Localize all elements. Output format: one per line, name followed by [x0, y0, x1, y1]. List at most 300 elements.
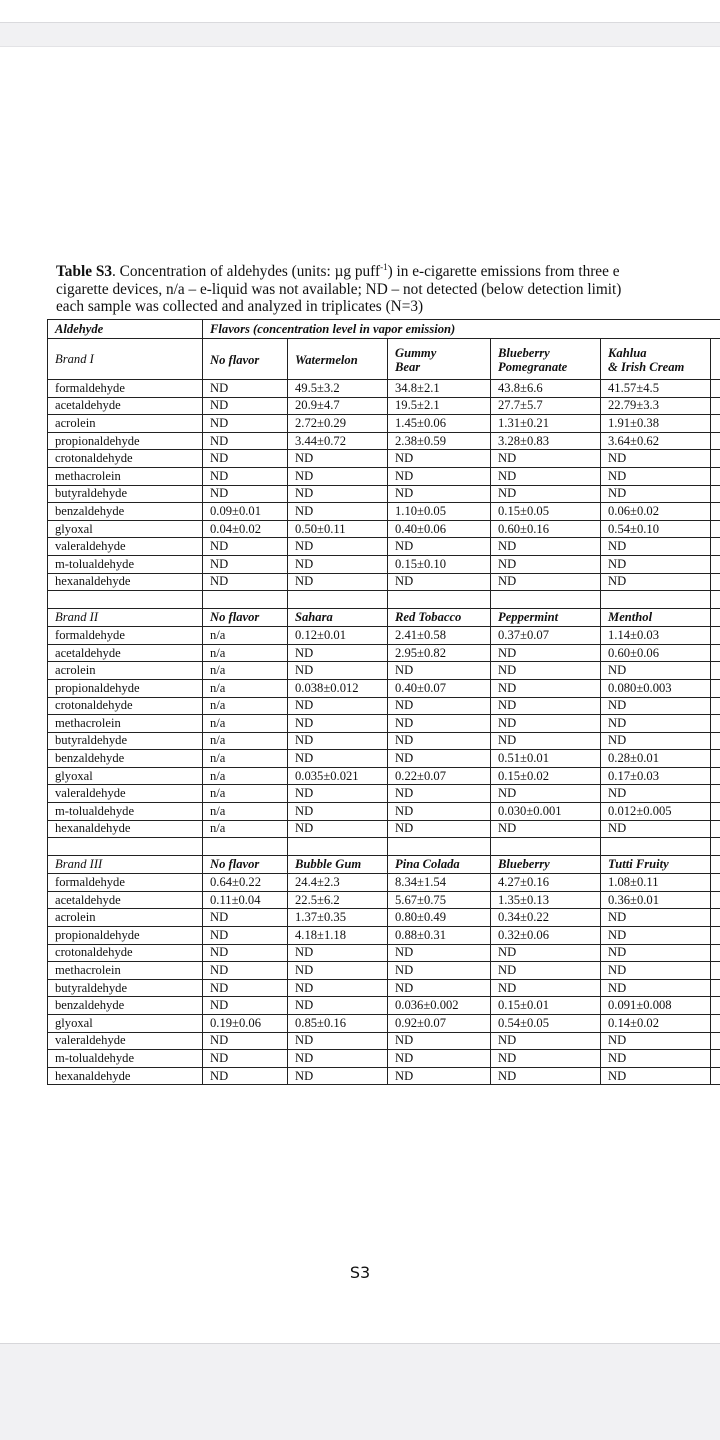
concentration-cell: ND — [288, 979, 388, 997]
concentration-cell: ND — [388, 750, 491, 768]
concentration-cell: 8.34±1.54 — [388, 874, 491, 892]
concentration-cell: ND — [288, 538, 388, 556]
table-row — [48, 891, 720, 909]
concentration-cell: 0.36±0.01 — [601, 891, 711, 909]
caption-superscript: -1 — [380, 262, 388, 272]
concentration-cell: 20.9±4.7 — [288, 397, 388, 415]
concentration-cell: 22.5±6.2 — [288, 891, 388, 909]
concentration-cell: 0.15±0.05 — [491, 503, 601, 521]
table-row — [48, 415, 720, 433]
concentration-cell: ND — [601, 944, 711, 962]
concentration-cell: ND — [203, 979, 288, 997]
spacer-cell — [491, 591, 601, 609]
table-row — [48, 467, 720, 485]
aldehyde-name: acetaldehyde — [48, 397, 203, 415]
concentration-cell: ND — [601, 909, 711, 927]
edge-cell — [711, 891, 720, 909]
table-row — [48, 627, 720, 645]
edge-cell — [711, 1050, 720, 1068]
concentration-cell: 0.035±0.021 — [288, 767, 388, 785]
concentration-cell: ND — [288, 997, 388, 1015]
edge-cell — [711, 715, 720, 733]
concentration-cell: 19.5±2.1 — [388, 397, 491, 415]
aldehyde-name: crotonaldehyde — [48, 944, 203, 962]
concentration-cell: n/a — [203, 803, 288, 821]
caption-line-2: cigarette devices, n/a – e-liquid was not available; ND – not detected (below detection limit) — [56, 280, 622, 298]
concentration-cell: ND — [288, 944, 388, 962]
table-row — [48, 520, 720, 538]
table-row — [48, 785, 720, 803]
concentration-cell: ND — [601, 715, 711, 733]
edge-cell — [711, 380, 720, 398]
concentration-cell: ND — [388, 715, 491, 733]
concentration-cell: 0.60±0.16 — [491, 520, 601, 538]
edge-cell — [711, 874, 720, 892]
concentration-cell: ND — [491, 715, 601, 733]
edge-cell — [711, 485, 720, 503]
flavor-column-header: Blueberry — [491, 856, 601, 874]
concentration-cell: ND — [203, 1032, 288, 1050]
spacer-cell — [48, 838, 203, 856]
concentration-cell: 0.012±0.005 — [601, 803, 711, 821]
concentration-cell: ND — [288, 1032, 388, 1050]
concentration-cell: 0.15±0.02 — [491, 767, 601, 785]
concentration-cell: ND — [388, 962, 491, 980]
concentration-cell: ND — [388, 1050, 491, 1068]
concentration-cell: 0.37±0.07 — [491, 627, 601, 645]
concentration-cell: ND — [203, 467, 288, 485]
edge-cell — [711, 803, 720, 821]
concentration-cell: n/a — [203, 679, 288, 697]
aldehyde-name: benzaldehyde — [48, 503, 203, 521]
table-row — [48, 909, 720, 927]
aldehyde-name: hexanaldehyde — [48, 1067, 203, 1085]
spacer-cell — [288, 591, 388, 609]
concentration-cell: ND — [491, 732, 601, 750]
concentration-cell: ND — [491, 450, 601, 468]
concentration-cell: ND — [601, 785, 711, 803]
concentration-cell: 34.8±2.1 — [388, 380, 491, 398]
concentration-cell: ND — [491, 485, 601, 503]
table-row — [48, 979, 720, 997]
concentration-cell: ND — [601, 962, 711, 980]
concentration-cell: ND — [601, 820, 711, 838]
table-row — [48, 715, 720, 733]
aldehyde-name: propionaldehyde — [48, 927, 203, 945]
concentration-cell: 1.91±0.38 — [601, 415, 711, 433]
concentration-cell: ND — [288, 467, 388, 485]
concentration-cell: ND — [388, 662, 491, 680]
concentration-cell: 0.64±0.22 — [203, 874, 288, 892]
aldehyde-name: hexanaldehyde — [48, 573, 203, 591]
concentration-cell: 1.35±0.13 — [491, 891, 601, 909]
concentration-cell: ND — [288, 450, 388, 468]
concentration-cell: ND — [288, 785, 388, 803]
flavor-column-header: No flavor — [203, 609, 288, 627]
aldehyde-name: methacrolein — [48, 467, 203, 485]
caption-line-3: each sample was collected and analyzed in triplicates (N=3) — [56, 298, 424, 316]
edge-cell — [711, 679, 720, 697]
concentration-cell: ND — [203, 997, 288, 1015]
concentration-cell: ND — [601, 1050, 711, 1068]
concentration-cell: 0.038±0.012 — [288, 679, 388, 697]
concentration-cell: 1.45±0.06 — [388, 415, 491, 433]
concentration-cell: ND — [203, 1050, 288, 1068]
flavor-column-header: Red Tobacco — [388, 609, 491, 627]
concentration-cell: n/a — [203, 715, 288, 733]
concentration-cell: 0.06±0.02 — [601, 503, 711, 521]
concentration-cell: 5.67±0.75 — [388, 891, 491, 909]
concentration-cell: ND — [388, 979, 491, 997]
aldehyde-name: butyraldehyde — [48, 485, 203, 503]
aldehyde-name: valeraldehyde — [48, 538, 203, 556]
edge-cell — [711, 627, 720, 645]
concentration-cell: ND — [388, 785, 491, 803]
concentration-cell: 3.64±0.62 — [601, 432, 711, 450]
edge-cell — [711, 997, 720, 1015]
table-row — [48, 644, 720, 662]
concentration-cell: ND — [601, 662, 711, 680]
edge-cell — [711, 820, 720, 838]
concentration-cell: ND — [203, 538, 288, 556]
concentration-cell: ND — [288, 697, 388, 715]
concentration-cell: ND — [288, 1067, 388, 1085]
concentration-cell: 1.37±0.35 — [288, 909, 388, 927]
table-row — [48, 485, 720, 503]
concentration-cell: 0.22±0.07 — [388, 767, 491, 785]
aldehyde-name: butyraldehyde — [48, 732, 203, 750]
edge-cell — [711, 979, 720, 997]
edge-cell — [711, 397, 720, 415]
concentration-cell: 0.15±0.10 — [388, 555, 491, 573]
edge-cell — [711, 450, 720, 468]
concentration-cell: 0.88±0.31 — [388, 927, 491, 945]
concentration-cell: ND — [288, 803, 388, 821]
spacer-cell — [288, 838, 388, 856]
concentration-cell: 3.44±0.72 — [288, 432, 388, 450]
concentration-cell: 0.54±0.05 — [491, 1015, 601, 1033]
concentration-cell: 4.27±0.16 — [491, 874, 601, 892]
edge-cell — [711, 767, 720, 785]
concentration-cell: ND — [601, 1067, 711, 1085]
edge-cell — [711, 644, 720, 662]
edge-cell — [711, 503, 720, 521]
concentration-cell: ND — [491, 962, 601, 980]
concentration-cell: 2.95±0.82 — [388, 644, 491, 662]
edge-cell — [711, 609, 720, 627]
caption-text-1-end: ) in e-cigarette emissions from three e — [387, 263, 620, 281]
concentration-cell: ND — [388, 732, 491, 750]
concentration-cell: 3.28±0.83 — [491, 432, 601, 450]
flavor-column-header: Pina Colada — [388, 856, 491, 874]
concentration-cell: 0.40±0.06 — [388, 520, 491, 538]
concentration-cell: 2.38±0.59 — [388, 432, 491, 450]
table-row — [48, 450, 720, 468]
concentration-cell: n/a — [203, 627, 288, 645]
spacer-cell — [203, 591, 288, 609]
page-number: S3 — [349, 1263, 371, 1282]
concentration-cell: n/a — [203, 662, 288, 680]
edge-cell — [711, 520, 720, 538]
concentration-cell: 0.50±0.11 — [288, 520, 388, 538]
flavor-column-header — [203, 339, 288, 380]
concentration-cell: ND — [288, 503, 388, 521]
concentration-cell: ND — [601, 697, 711, 715]
table-row — [48, 397, 720, 415]
concentration-cell: ND — [601, 538, 711, 556]
table-row — [48, 662, 720, 680]
concentration-cell: 0.14±0.02 — [601, 1015, 711, 1033]
edge-cell — [711, 662, 720, 680]
concentration-cell: 43.8±6.6 — [491, 380, 601, 398]
edge-cell — [711, 573, 720, 591]
concentration-cell: ND — [491, 1032, 601, 1050]
concentration-cell: n/a — [203, 732, 288, 750]
brand-header-row — [48, 856, 720, 874]
concentration-cell: ND — [203, 485, 288, 503]
concentration-cell: 2.72±0.29 — [288, 415, 388, 433]
concentration-cell: ND — [388, 697, 491, 715]
concentration-cell: 0.51±0.01 — [491, 750, 601, 768]
edge-cell — [711, 1067, 720, 1085]
aldehyde-name: glyoxal — [48, 767, 203, 785]
concentration-cell: ND — [388, 538, 491, 556]
concentration-cell: 0.85±0.16 — [288, 1015, 388, 1033]
concentration-cell: ND — [203, 962, 288, 980]
concentration-cell: ND — [388, 1067, 491, 1085]
concentration-cell: 1.10±0.05 — [388, 503, 491, 521]
concentration-cell: ND — [388, 573, 491, 591]
flavor-column-header: Tutti Fruity — [601, 856, 711, 874]
aldehyde-name: benzaldehyde — [48, 997, 203, 1015]
edge-cell — [711, 432, 720, 450]
edge-cell — [711, 555, 720, 573]
aldehyde-name: methacrolein — [48, 715, 203, 733]
concentration-cell: ND — [388, 803, 491, 821]
table-row — [48, 874, 720, 892]
concentration-cell: 2.41±0.58 — [388, 627, 491, 645]
aldehyde-name: benzaldehyde — [48, 750, 203, 768]
flavor-column-header: Peppermint — [491, 609, 601, 627]
concentration-cell: ND — [491, 573, 601, 591]
aldehyde-name: m-tolualdehyde — [48, 1050, 203, 1068]
concentration-cell: ND — [601, 927, 711, 945]
aldehyde-name: formaldehyde — [48, 380, 203, 398]
table-caption — [56, 259, 720, 316]
aldehyde-name: valeraldehyde — [48, 1032, 203, 1050]
concentration-cell: ND — [203, 927, 288, 945]
concentration-cell: 1.31±0.21 — [491, 415, 601, 433]
concentration-cell: 0.030±0.001 — [491, 803, 601, 821]
table-row — [48, 997, 720, 1015]
spacer-cell — [601, 591, 711, 609]
table-row — [48, 962, 720, 980]
concentration-cell: 0.091±0.008 — [601, 997, 711, 1015]
concentration-cell: ND — [491, 1050, 601, 1068]
table-row — [48, 767, 720, 785]
concentration-cell: 0.036±0.002 — [388, 997, 491, 1015]
concentration-cell: ND — [203, 573, 288, 591]
concentration-cell: 22.79±3.3 — [601, 397, 711, 415]
concentration-cell: ND — [288, 485, 388, 503]
aldehyde-name: crotonaldehyde — [48, 450, 203, 468]
aldehyde-name: acetaldehyde — [48, 891, 203, 909]
concentration-cell: ND — [288, 715, 388, 733]
concentration-cell: 0.32±0.06 — [491, 927, 601, 945]
concentration-cell: 24.4±2.3 — [288, 874, 388, 892]
flavor-header-line: Pomegranate — [498, 359, 568, 374]
edge-cell — [711, 339, 720, 380]
concentration-cell: ND — [203, 380, 288, 398]
aldehyde-name: formaldehyde — [48, 874, 203, 892]
concentration-cell: ND — [491, 467, 601, 485]
concentration-cell: ND — [203, 944, 288, 962]
flavor-header-line: Bear — [395, 359, 421, 374]
flavor-column-header — [288, 339, 388, 380]
aldehyde-name: hexanaldehyde — [48, 820, 203, 838]
flavor-column-header: Bubble Gum — [288, 856, 388, 874]
concentration-cell: ND — [601, 467, 711, 485]
concentration-cell: ND — [491, 555, 601, 573]
concentration-cell: ND — [491, 662, 601, 680]
concentration-cell: ND — [491, 979, 601, 997]
flavor-column-header — [388, 339, 491, 380]
brand-name: Brand I — [48, 339, 203, 380]
flavor-header-line: Blueberry — [498, 346, 550, 360]
aldehyde-name: propionaldehyde — [48, 679, 203, 697]
concentration-cell: ND — [288, 644, 388, 662]
spacer-cell — [48, 591, 203, 609]
flavor-header-line: Gummy — [395, 346, 437, 360]
concentration-cell: ND — [288, 962, 388, 980]
aldehyde-name: m-tolualdehyde — [48, 555, 203, 573]
concentration-cell: 4.18±1.18 — [288, 927, 388, 945]
aldehyde-table — [47, 319, 720, 1085]
flavor-header-line: Watermelon — [295, 352, 358, 367]
concentration-cell: ND — [491, 644, 601, 662]
concentration-cell: 1.08±0.11 — [601, 874, 711, 892]
concentration-cell: 27.7±5.7 — [491, 397, 601, 415]
aldehyde-name: crotonaldehyde — [48, 697, 203, 715]
table-row — [48, 944, 720, 962]
concentration-cell: ND — [288, 732, 388, 750]
concentration-cell: ND — [288, 662, 388, 680]
flavor-header-line: & Irish Cream — [608, 359, 685, 374]
edge-cell — [711, 909, 720, 927]
table-row — [48, 697, 720, 715]
concentration-cell: 0.40±0.07 — [388, 679, 491, 697]
edge-cell — [711, 1032, 720, 1050]
concentration-cell: 0.17±0.03 — [601, 767, 711, 785]
aldehyde-name: acrolein — [48, 662, 203, 680]
concentration-cell: ND — [601, 1032, 711, 1050]
concentration-cell: ND — [288, 820, 388, 838]
brand-header-row — [48, 339, 720, 380]
concentration-cell: ND — [491, 944, 601, 962]
edge-cell — [711, 785, 720, 803]
spacer-row — [48, 591, 720, 609]
edge-cell — [711, 750, 720, 768]
concentration-cell: 1.14±0.03 — [601, 627, 711, 645]
table-row — [48, 1050, 720, 1068]
edge-cell — [711, 927, 720, 945]
concentration-cell: ND — [388, 1032, 491, 1050]
concentration-cell: 49.5±3.2 — [288, 380, 388, 398]
concentration-cell: ND — [203, 432, 288, 450]
concentration-cell: ND — [388, 450, 491, 468]
table-row — [48, 1067, 720, 1085]
brand-name: Brand III — [48, 856, 203, 874]
concentration-cell: 0.60±0.06 — [601, 644, 711, 662]
concentration-cell: ND — [203, 909, 288, 927]
table-row — [48, 750, 720, 768]
concentration-cell: ND — [491, 697, 601, 715]
spacer-row — [48, 838, 720, 856]
concentration-cell: 0.12±0.01 — [288, 627, 388, 645]
table-row — [48, 432, 720, 450]
table-row — [48, 927, 720, 945]
table-row — [48, 573, 720, 591]
flavor-column-header — [491, 339, 601, 380]
concentration-cell: ND — [288, 573, 388, 591]
concentration-cell: ND — [388, 467, 491, 485]
aldehyde-name: methacrolein — [48, 962, 203, 980]
spacer-cell — [711, 838, 720, 856]
flavor-column-header: Menthol — [601, 609, 711, 627]
concentration-cell: ND — [388, 485, 491, 503]
concentration-cell: ND — [601, 485, 711, 503]
flavor-header-line: Kahlua — [608, 346, 647, 360]
flavor-column-header: No flavor — [203, 856, 288, 874]
edge-cell — [711, 415, 720, 433]
concentration-cell: ND — [288, 750, 388, 768]
concentration-cell: ND — [491, 538, 601, 556]
concentration-cell: ND — [288, 555, 388, 573]
concentration-cell: ND — [203, 555, 288, 573]
concentration-cell: ND — [388, 944, 491, 962]
edge-cell — [711, 1015, 720, 1033]
concentration-cell: ND — [491, 820, 601, 838]
table-row — [48, 503, 720, 521]
concentration-cell: ND — [203, 450, 288, 468]
concentration-cell: 0.04±0.02 — [203, 520, 288, 538]
concentration-cell: 0.54±0.10 — [601, 520, 711, 538]
concentration-cell: n/a — [203, 750, 288, 768]
spacer-cell — [711, 591, 720, 609]
concentration-cell: n/a — [203, 785, 288, 803]
concentration-cell: 0.34±0.22 — [491, 909, 601, 927]
concentration-cell: 41.57±4.5 — [601, 380, 711, 398]
concentration-cell: ND — [203, 397, 288, 415]
spacer-cell — [601, 838, 711, 856]
table-body — [48, 320, 720, 1085]
aldehyde-name: acrolein — [48, 415, 203, 433]
concentration-cell: ND — [491, 679, 601, 697]
table-row — [48, 679, 720, 697]
concentration-cell: ND — [601, 979, 711, 997]
concentration-cell: ND — [203, 1067, 288, 1085]
caption-text-1: . Concentration of aldehydes (units: µg puff — [111, 263, 381, 281]
aldehyde-name: acrolein — [48, 909, 203, 927]
aldehyde-name: valeraldehyde — [48, 785, 203, 803]
concentration-cell: n/a — [203, 767, 288, 785]
aldehyde-name: m-tolualdehyde — [48, 803, 203, 821]
concentration-cell: 0.80±0.49 — [388, 909, 491, 927]
spacer-cell — [388, 838, 491, 856]
spacer-cell — [203, 838, 288, 856]
table-row — [48, 555, 720, 573]
table-row — [48, 803, 720, 821]
